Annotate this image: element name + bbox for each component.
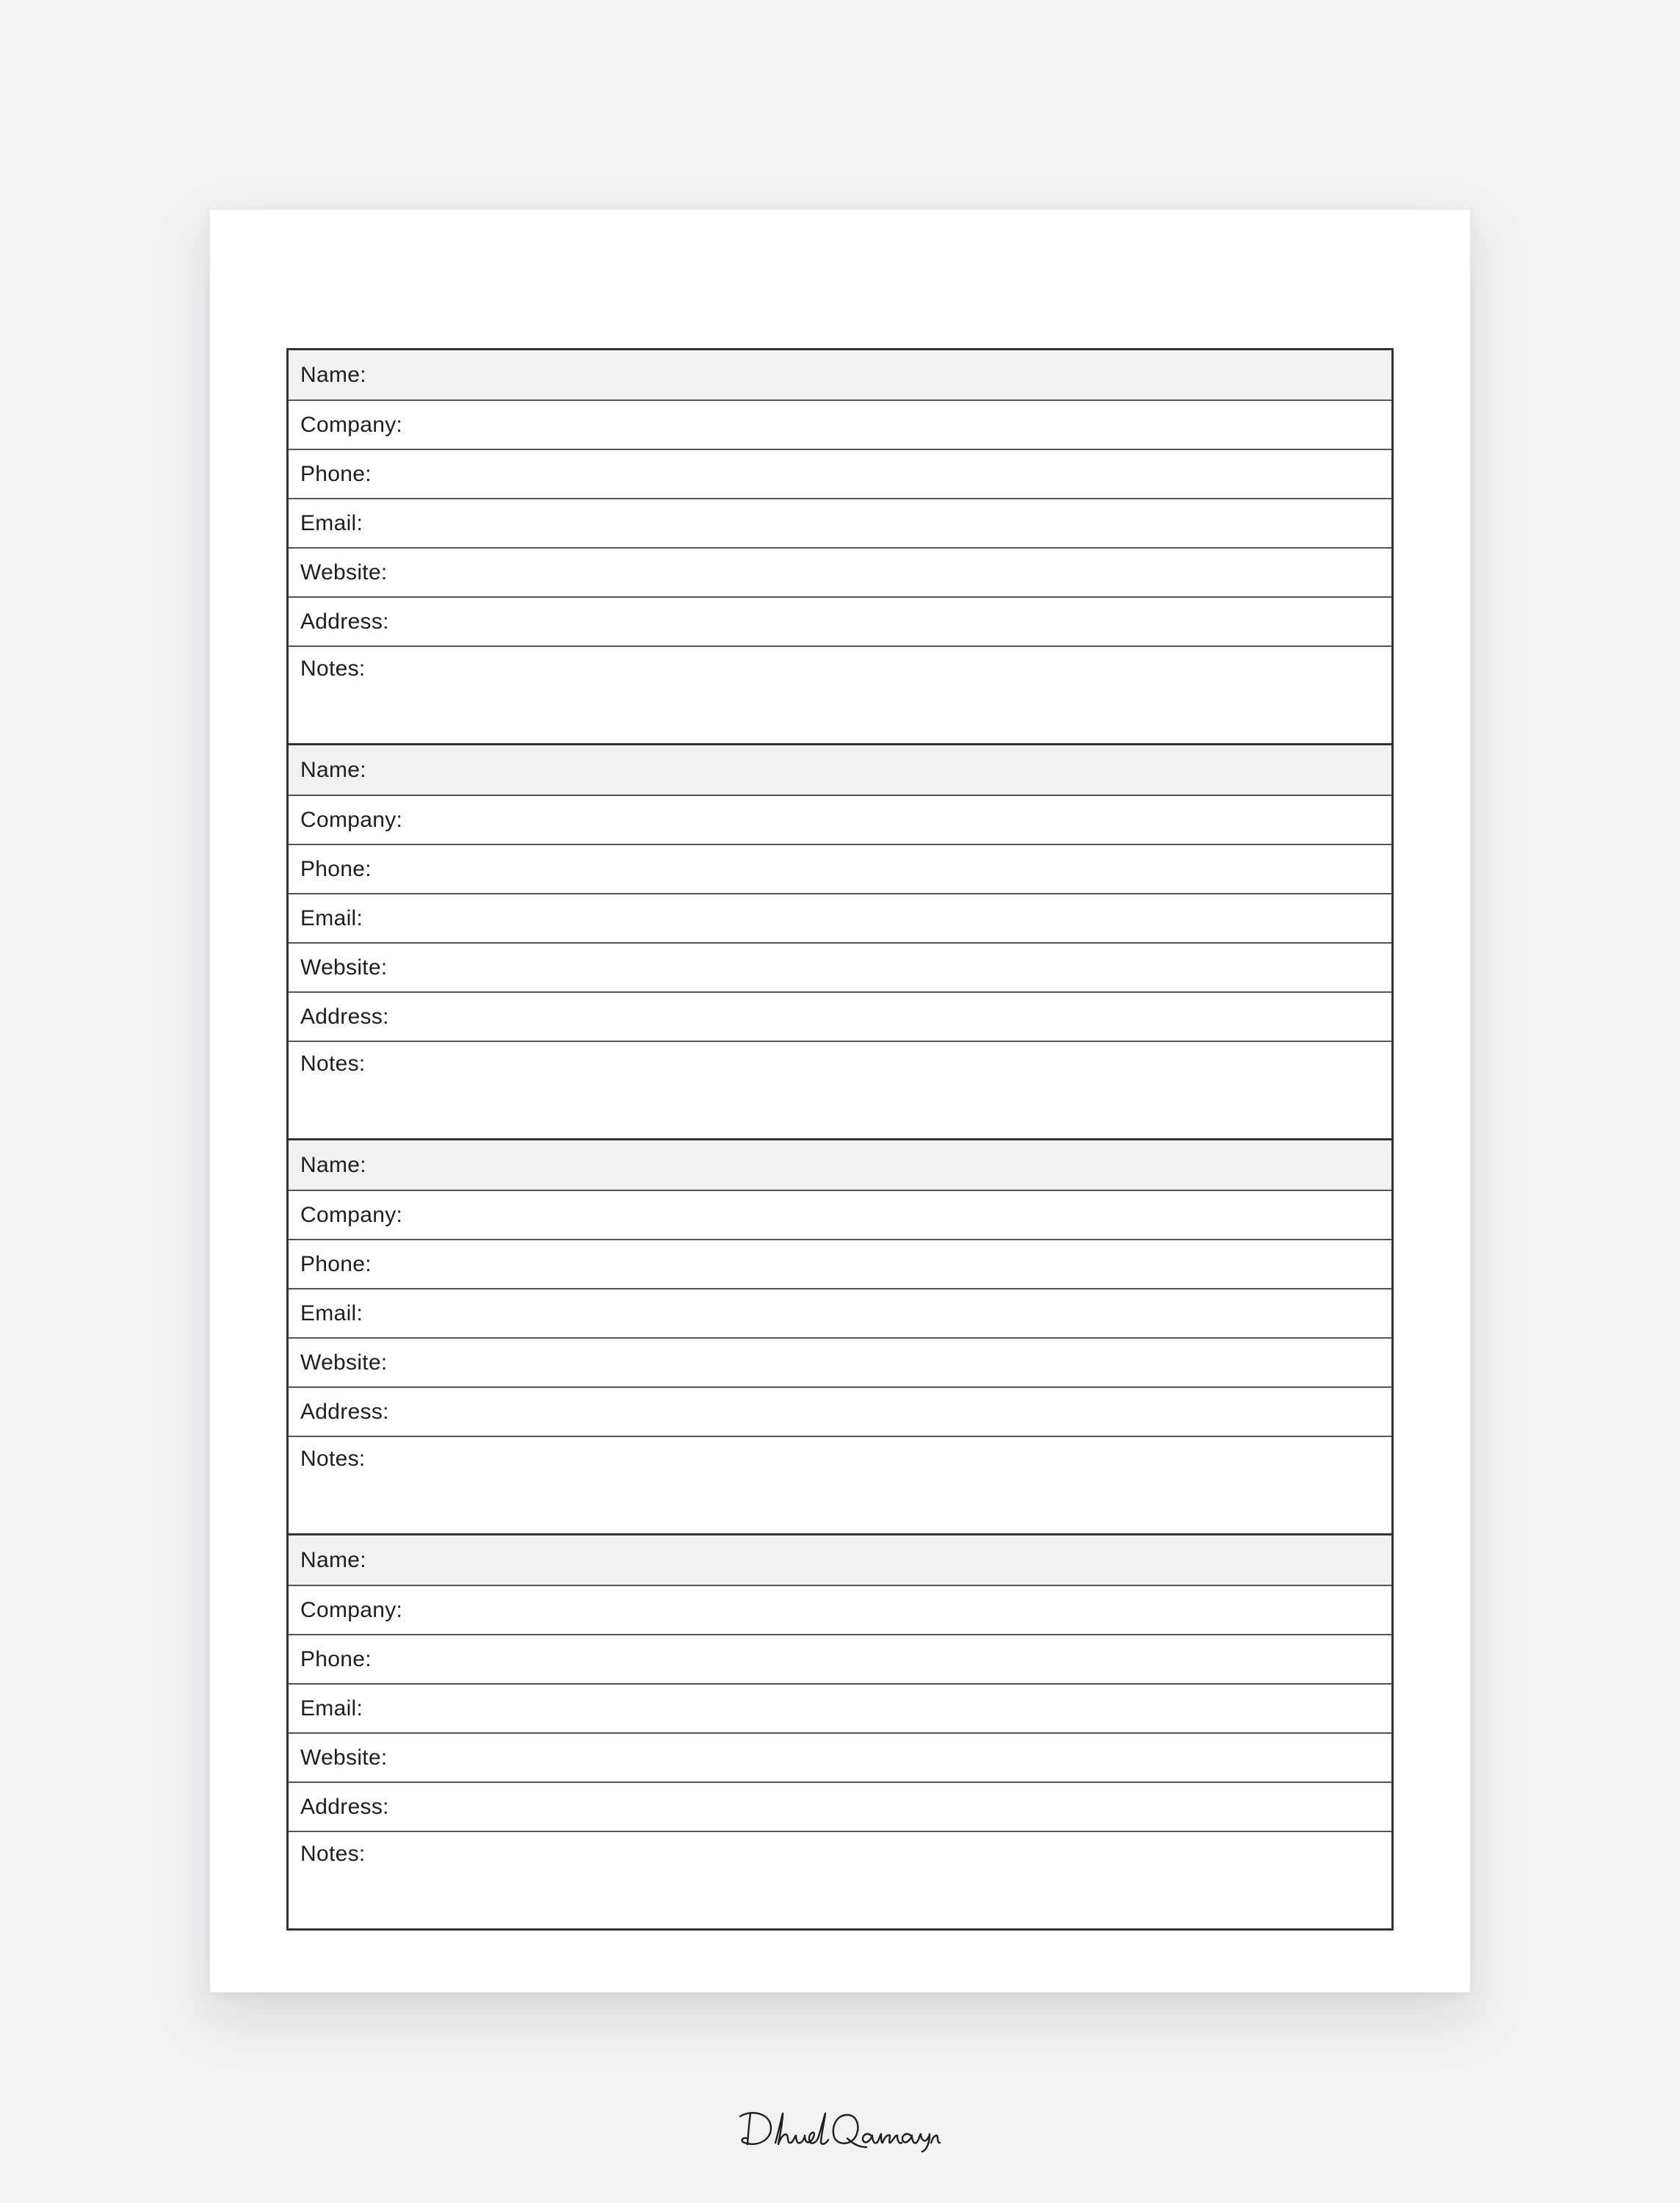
notes-field[interactable] — [289, 1436, 1391, 1533]
name-field[interactable] — [289, 1140, 1391, 1190]
contact-block — [289, 1138, 1391, 1533]
email-field[interactable] — [289, 1683, 1391, 1732]
contact-table — [286, 348, 1394, 1931]
notes-label: Notes: — [300, 656, 366, 681]
notes-field[interactable] — [289, 645, 1391, 743]
address-label: Address: — [300, 1004, 389, 1029]
signature-mark — [737, 2106, 943, 2153]
name-label: Name: — [300, 1152, 366, 1177]
address-field[interactable] — [289, 991, 1391, 1041]
website-field[interactable] — [289, 547, 1391, 596]
address-label: Address: — [300, 609, 389, 634]
name-label: Name: — [300, 757, 366, 782]
contact-block — [289, 743, 1391, 1138]
address-field[interactable] — [289, 1386, 1391, 1436]
company-label: Company: — [300, 1597, 403, 1622]
website-field[interactable] — [289, 1732, 1391, 1781]
name-label: Name: — [300, 362, 366, 387]
signature-logo — [0, 2106, 1680, 2153]
notes-label: Notes: — [300, 1842, 366, 1866]
email-field[interactable] — [289, 1288, 1391, 1337]
email-label: Email: — [300, 1301, 363, 1325]
company-field[interactable] — [289, 795, 1391, 844]
notes-label: Notes: — [300, 1447, 366, 1471]
website-label: Website: — [300, 955, 388, 980]
website-field[interactable] — [289, 1337, 1391, 1386]
email-field[interactable] — [289, 498, 1391, 547]
email-field[interactable] — [289, 893, 1391, 942]
website-label: Website: — [300, 1350, 388, 1375]
phone-label: Phone: — [300, 1251, 372, 1276]
email-label: Email: — [300, 1696, 363, 1721]
contact-block — [289, 1533, 1391, 1928]
phone-label: Phone: — [300, 461, 372, 486]
website-label: Website: — [300, 1745, 388, 1770]
name-field[interactable] — [289, 1535, 1391, 1585]
address-label: Address: — [300, 1399, 389, 1424]
company-field[interactable] — [289, 399, 1391, 449]
phone-label: Phone: — [300, 856, 372, 881]
name-field[interactable] — [289, 350, 1391, 399]
name-field[interactable] — [289, 745, 1391, 795]
company-field[interactable] — [289, 1190, 1391, 1239]
company-label: Company: — [300, 412, 403, 437]
planner-sheet — [210, 210, 1470, 1992]
phone-field[interactable] — [289, 1634, 1391, 1683]
website-label: Website: — [300, 560, 388, 585]
address-field[interactable] — [289, 596, 1391, 645]
notes-label: Notes: — [300, 1052, 366, 1076]
address-field[interactable] — [289, 1781, 1391, 1831]
company-label: Company: — [300, 1202, 403, 1227]
contact-block — [289, 350, 1391, 743]
phone-field[interactable] — [289, 844, 1391, 893]
address-label: Address: — [300, 1794, 389, 1819]
company-label: Company: — [300, 807, 403, 832]
website-field[interactable] — [289, 942, 1391, 991]
notes-field[interactable] — [289, 1831, 1391, 1928]
name-label: Name: — [300, 1547, 366, 1572]
phone-label: Phone: — [300, 1646, 372, 1671]
phone-field[interactable] — [289, 449, 1391, 498]
phone-field[interactable] — [289, 1239, 1391, 1288]
email-label: Email: — [300, 905, 363, 930]
email-label: Email: — [300, 510, 363, 535]
company-field[interactable] — [289, 1585, 1391, 1634]
notes-field[interactable] — [289, 1041, 1391, 1138]
